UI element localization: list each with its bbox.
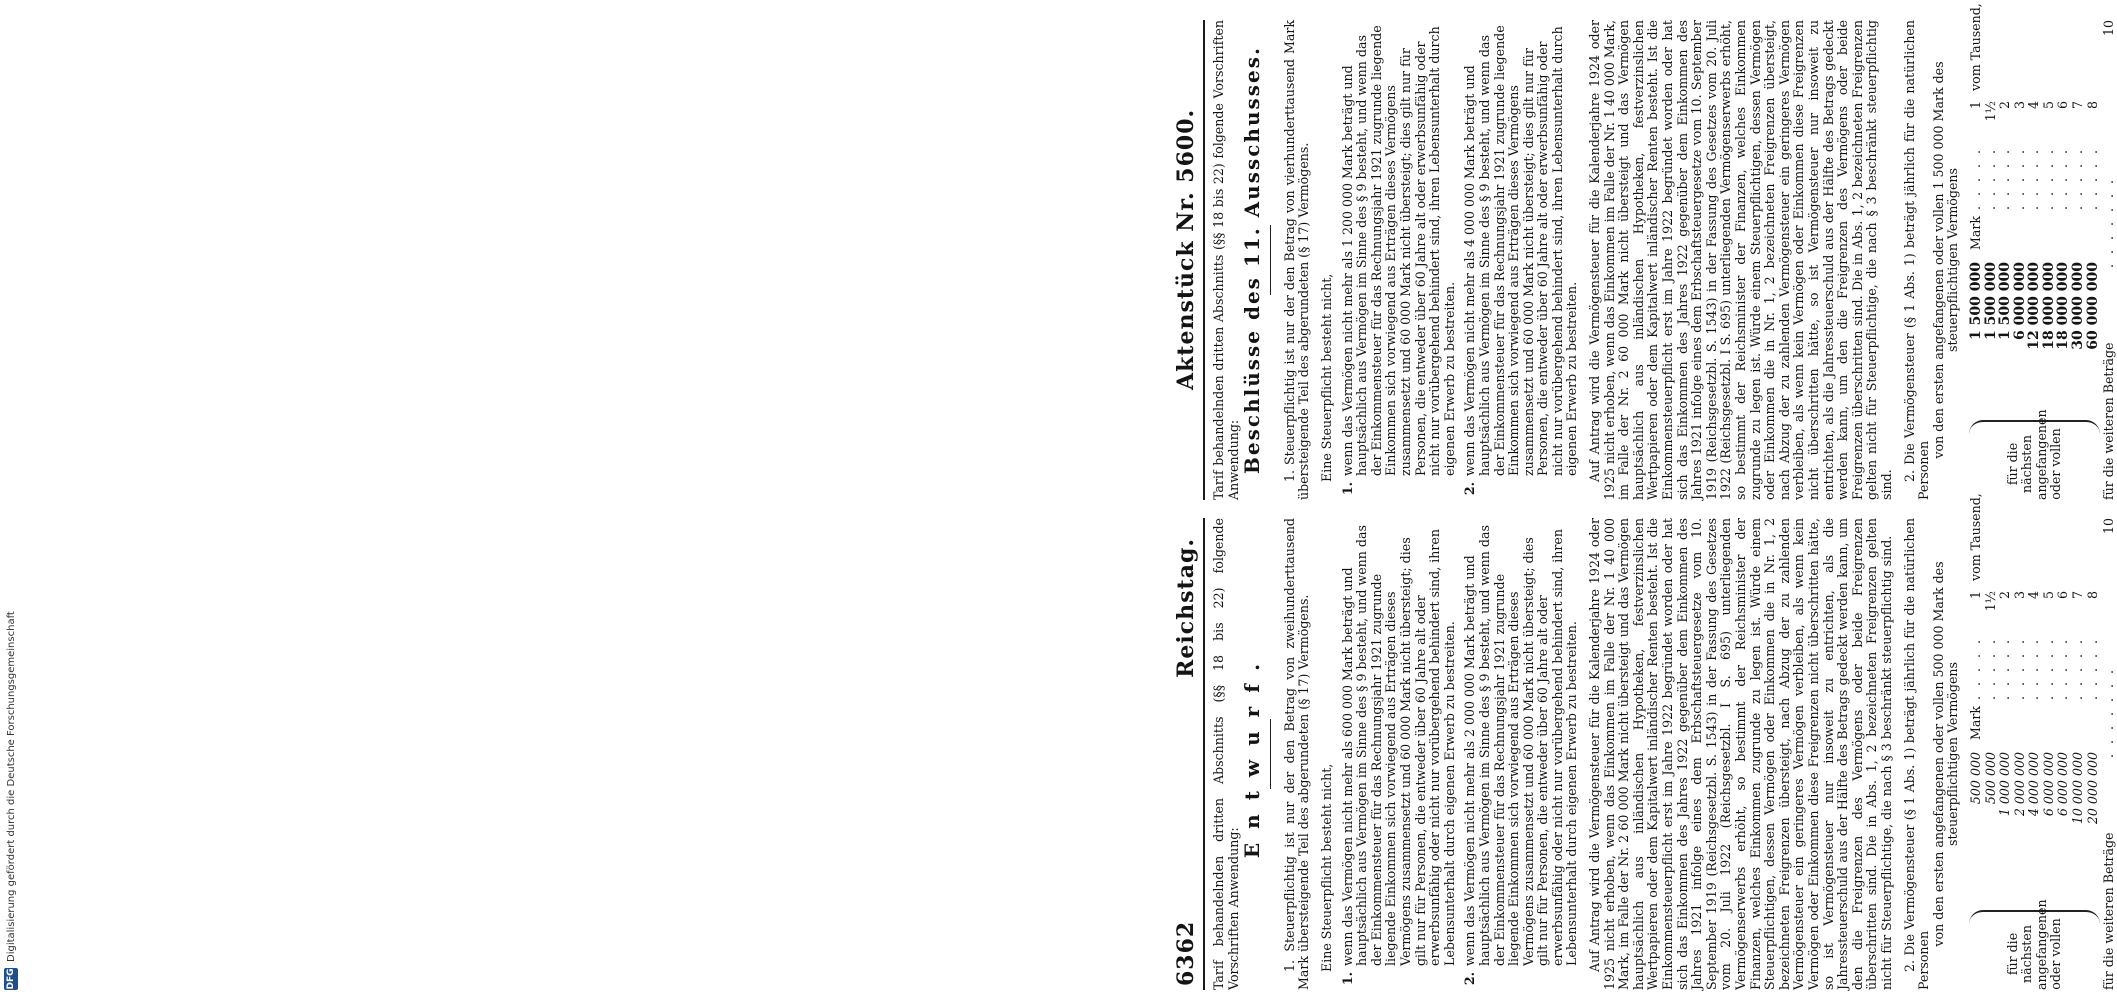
rate-last-row bbox=[2102, 518, 2117, 990]
rate-dots: . . . . . bbox=[1967, 146, 1983, 210]
rate-amount: 18 000 000 bbox=[2055, 262, 2072, 350]
rate-value-unit bbox=[1998, 0, 2013, 101]
rate-value: 1 bbox=[1967, 100, 1983, 109]
rate-amount: 60 000 000 bbox=[2084, 262, 2101, 350]
rate-dots: . . . . . bbox=[1997, 636, 2013, 700]
rate-value: 4 bbox=[2026, 100, 2042, 109]
rate-amount-unit bbox=[2056, 210, 2071, 252]
rate-dots: . . . . . bbox=[2026, 636, 2042, 700]
rate-last-label: für die weiteren Beträge bbox=[2101, 832, 2117, 990]
rate-amount-unit bbox=[2027, 700, 2042, 742]
rate-amount: 30 000 000 bbox=[2070, 262, 2087, 350]
rate-row bbox=[2071, 485, 2086, 902]
rate-value-unit bbox=[2056, 0, 2071, 101]
section-title-beschluesse: Beschlüsse des 11. Ausschusses. bbox=[1240, 46, 1265, 474]
rate-row bbox=[2042, 0, 2057, 412]
rate-amount: 6 000 000 bbox=[2055, 752, 2071, 817]
rate-value-unit bbox=[2071, 0, 2086, 101]
paragraph-4-sub: von den ersten angefangenen oder vollen 500 000 Mark des steuerpflichtigen Vermögens bbox=[1930, 561, 1961, 947]
list-item-2 bbox=[1463, 518, 1580, 990]
rate-value: 4 bbox=[2026, 590, 2042, 599]
credit-text: Digitalisierung gefördert durch die Deutsche Forschungsgemeinschaft bbox=[5, 611, 17, 962]
intro-text: Tarif behandelnden dritten Abschnitts (§§ 18 bis 22) folgende Vorschriften Anwendung: bbox=[1211, 20, 1241, 500]
rate-dots: . . . . . bbox=[2084, 146, 2100, 210]
rate-row bbox=[2056, 485, 2071, 902]
paragraph-1: 1. Steuerpflichtig ist nur der den Betrag von vierhunderttausend Mark übersteigende Teil des abgerundeten (§ 17) Vermögens. bbox=[1281, 20, 1312, 500]
rate-dots: . . . . . bbox=[2040, 636, 2056, 700]
page-number: 6362 bbox=[1173, 920, 1199, 986]
list-item-2 bbox=[1463, 20, 1580, 500]
rate-row bbox=[2027, 485, 2042, 902]
rate-amount: 1 000 000 bbox=[1997, 752, 2013, 817]
rate-amount: 6 000 000 bbox=[2040, 752, 2056, 817]
rate-amount-unit bbox=[2042, 210, 2057, 252]
rate-last-value: 10 bbox=[2101, 20, 2117, 37]
rate-amount: 2 000 000 bbox=[2011, 752, 2027, 817]
rate-amount: 500 000 bbox=[1982, 752, 1998, 805]
rate-row bbox=[1998, 485, 2013, 902]
column-beschluesse bbox=[0, 3, 2117, 500]
paragraph-2-head: Eine Steuerpflicht besteht nicht, bbox=[1318, 763, 1334, 972]
rate-value: 1½ bbox=[1982, 100, 1998, 122]
list-text: wenn das Vermögen nicht mehr als 1 200 000 Mark beträgt und hauptsächlich aus Vermögen im Sinne des § 9 besteht, und wenn das der Einkommensteuer für das Rechnungsjahr 1921 zugrunde liegende Einkommen sich vorwiegend aus Erträgen dieses Vermögens zusammensetzt und 60 000 Mark nicht übersteigt; dies gilt nur für Personen, die entweder über 60 Jahre alt oder erwerbsunfähig oder nicht nur vorübergehend behindert sind, ihren Lebensunterhalt durch eigenen Erwerb zu bestreiten. bbox=[1339, 25, 1457, 476]
rate-row bbox=[2071, 0, 2086, 412]
rate-value-unit bbox=[2013, 485, 2028, 591]
rate-amount: 20 000 000 bbox=[2084, 752, 2100, 825]
body-entwurf bbox=[1211, 493, 2117, 990]
rate-value: 3 bbox=[2011, 590, 2027, 599]
rate-value-unit bbox=[2071, 485, 2086, 591]
rate-last-row bbox=[2102, 20, 2117, 500]
title-rule bbox=[1270, 719, 1271, 789]
rate-row bbox=[2086, 485, 2101, 902]
rate-dots: . . . . . bbox=[2070, 636, 2086, 700]
rate-amount: 18 000 000 bbox=[2040, 262, 2057, 350]
rate-label: für die nächsten angefangenen oder vollen bbox=[1969, 420, 2100, 500]
rate-amount: 6 000 000 bbox=[2011, 262, 2028, 340]
rate-row bbox=[1984, 0, 1999, 412]
rate-value-unit bbox=[1984, 0, 1999, 101]
rate-amount: 1 500 000 bbox=[1967, 262, 1984, 340]
rate-value: 8 bbox=[2084, 590, 2100, 599]
running-head-right bbox=[1165, 20, 1205, 500]
rate-value-unit bbox=[1998, 485, 2013, 591]
rate-row bbox=[1984, 485, 1999, 902]
paragraph-4: 2. Die Vermögensteuer (§ 1 Abs. 1) beträgt jährlich für die natürlichen Personen bbox=[1901, 518, 1932, 990]
rate-amount-unit bbox=[2086, 700, 2101, 742]
rate-value-unit: vom Tausend, bbox=[1967, 3, 1983, 91]
rate-last-label: für die weiteren Beträge bbox=[2101, 342, 2117, 500]
paragraph-2-head: Eine Steuerpflicht besteht nicht, bbox=[1318, 273, 1334, 482]
rate-amount-unit bbox=[2071, 700, 2086, 742]
paragraph-3: Auf Antrag wird die Vermögensteuer für die Kalenderjahre 1924 oder 1925 nicht erhoben, wenn das Einkommen im Falle der Nr. 1 40 000 Mark, im Falle der Nr. 2 60 000 Mark nicht übersteigt und das Vermögen hauptsächlich aus inländischen Hypotheken, festverzinslichen Wertpapieren oder dem Kapitalwert inländischer Renten besteht. Ist die Einkommensteuerpflicht erst im Jahre 1922 begründet worden oder hat sich das Einkommen des Jahres 1922 gegenüber dem Einkommen des Jahres 1921 infolge eines dem Erbschaftsteuergesetze vom 10. September 1919 (Reichsgesetzbl. S. 1543) in der Fassung des Gesetzes vom 20. Juli 1922 (Reichsgesetzbl. I S. 695) unterliegenden Vermögenserwerbs erhöht, so bestimmt der Reichsminister der Finanzen, welches Einkommen zugrunde zu legen ist. Würde einem Steuerpflichtigen, dessen Vermögen oder Einkommen die in Nr. 1, 2 bezeichneten Freigrenzen übersteigt, nach Abzug der zu zahlenden Vermögensteuer ein geringeres Vermögen verbleiben, als wenn kein Vermögen oder Einkommen diese Freigrenzen nicht überschritten hätte, so ist Vermögensteuer nur insoweit zu entrichten, als die Jahressteuerschuld aus der Hälfte des Betrags gedeckt werden kann, um den die Freigrenzen des Vermögens oder beide Freigrenzen überschritten sind. Die in Abs. 1, 2 bezeichneten Freigrenzen gelten nicht für Steuerpflichtige, die nach § 3 beschränkt steuerpflichtig sind. bbox=[1587, 20, 1894, 500]
list-text: wenn das Vermögen nicht mehr als 600 000 Mark beträgt und hauptsächlich aus Vermögen im Sinne des § 9 besteht, und wenn das der Einkommensteuer für das Rechnungsjahr 1921 zugrunde liegende Einkommen sich vorwiegend aus Erträgen dieses Vermögens zusammensetzt und 60 000 Mark nicht übersteigt; dies gilt nur für Personen, die entweder über 60 Jahre alt oder erwerbsunfähig oder nicht nur vorübergehend behindert sind, ihren Lebensunterhalt durch eigenen Erwerb zu bestreiten. bbox=[1339, 525, 1457, 966]
rate-rows bbox=[1969, 0, 2100, 420]
list-text: wenn das Vermögen nicht mehr als 2 000 000 Mark beträgt und hauptsächlich aus Vermögen im Sinne des § 9 besteht, und wenn das der Einkommensteuer für das Rechnungsjahr 1921 zugrunde liegende Einkommen sich vorwiegend aus Erträgen dieses Vermögens zusammensetzt und 60 000 Mark nicht übersteigt; dies gilt nur für Personen, die entweder über 60 Jahre alt oder erwerbsunfähig oder nicht nur vorübergehend behindert sind, ihren Lebensunterhalt durch eigenen Erwerb zu bestreiten. bbox=[1462, 525, 1580, 966]
rate-dots: . . . . . . . bbox=[2101, 666, 2117, 758]
rate-value: 1½ bbox=[1982, 590, 1998, 612]
list-number: 1. bbox=[1339, 482, 1355, 496]
rate-value: 6 bbox=[2055, 100, 2071, 109]
rate-amount-unit: Mark bbox=[1967, 215, 1983, 250]
dfg-logo-icon: DFG bbox=[6, 968, 16, 990]
digitization-credit bbox=[0, 0, 22, 1000]
title-rule bbox=[1270, 225, 1271, 295]
list-number: 2. bbox=[1462, 972, 1478, 986]
rate-row bbox=[2013, 0, 2028, 412]
rate-dots: . . . . . bbox=[2011, 636, 2027, 700]
paragraph-3: Auf Antrag wird die Vermögensteuer für die Kalenderjahre 1924 oder 1925 nicht erhoben, wenn das Einkommen im Falle der Nr. 1 40 000 Mark, im Falle der Nr. 2 60 000 Mark nicht übersteigt und das Vermögen hauptsächlich aus inländischen Hypotheken, festverzinslichen Wertpapieren oder dem Kapitalwert inländischer Renten besteht. Ist die Einkommensteuerpflicht erst im Jahre 1922 begründet worden oder hat sich das Einkommen des Jahres 1922 gegenüber dem Einkommen des Jahres 1921 infolge eines dem Erbschaftsteuergesetze vom 10. September 1919 (Reichsgesetzbl. S. 1543) in der Fassung des Gesetzes vom 20. Juli 1922 (Reichsgesetzbl. I S. 695) unterliegenden Vermögenserwerbs erhöht, so bestimmt der Reichsminister der Finanzen, welches Einkommen zugrunde zu legen ist. Würde einem Steuerpflichtigen, dessen Vermögen oder Einkommen die in Nr. 1, 2 bezeichneten Freigrenzen übersteigt, nach Abzug der zu zahlenden Vermögensteuer ein geringeres Vermögen verbleiben, als wenn kein Vermögen oder Einkommen diese Freigrenzen nicht überschritten hätte, so ist Vermögensteuer nur insoweit zu entrichten, als die Jahressteuerschuld aus der Hälfte des Betrags gedeckt werden kann, um den die Freigrenzen des Vermögens oder beide Freigrenzen überschritten sind. Die in Abs. 1, 2 bezeichneten Freigrenzen gelten nicht für Steuerpflichtige, die nach § 3 beschränkt steuerpflichtig sind. bbox=[1587, 518, 1894, 990]
rate-dots: . . . . . bbox=[1982, 146, 1998, 210]
body-beschluesse bbox=[1211, 3, 2117, 500]
intro-text: Tarif behandelnden dritten Abschnitts (§§ 18 bis 22) folgende Vorschriften Anwendung: bbox=[1211, 518, 1241, 990]
rate-amount: 500 000 bbox=[1967, 752, 1983, 805]
running-head-aktenstueck: Aktenstück Nr. 5600. bbox=[1173, 108, 1199, 390]
rate-value: 5 bbox=[2040, 100, 2056, 109]
rate-amount-unit bbox=[1984, 210, 1999, 252]
rate-row bbox=[1969, 0, 1984, 412]
rate-row bbox=[1969, 485, 1984, 902]
rate-amount-unit bbox=[2056, 700, 2071, 742]
rate-value-unit bbox=[2086, 485, 2101, 591]
rate-dots: . . . . . . . bbox=[2101, 176, 2117, 268]
rate-row bbox=[2056, 0, 2071, 412]
rate-dots: . . . . . bbox=[2084, 636, 2100, 700]
rate-dots: . . . . . bbox=[2040, 146, 2056, 210]
rate-value: 7 bbox=[2070, 100, 2086, 109]
rate-dots: . . . . . bbox=[2070, 146, 2086, 210]
rate-row bbox=[1998, 0, 2013, 412]
rate-dots: . . . . . bbox=[1967, 636, 1983, 700]
rate-value-unit bbox=[2086, 0, 2101, 101]
rate-value: 5 bbox=[2040, 590, 2056, 599]
paragraph-4-sub: von den ersten angefangenen oder vollen 1 500 000 Mark des steuerpflichtigen Vermögens bbox=[1930, 61, 1961, 459]
rate-dots: . . . . . bbox=[1982, 636, 1998, 700]
rate-value-unit bbox=[2027, 485, 2042, 591]
rate-table bbox=[1967, 493, 2100, 990]
rate-value: 1 bbox=[1967, 590, 1983, 599]
rate-dots: . . . . . bbox=[2011, 146, 2027, 210]
rate-amount: 1 500 000 bbox=[1982, 262, 1999, 340]
rate-amount: 1 500 000 bbox=[1997, 262, 2014, 340]
rate-table bbox=[1967, 3, 2101, 500]
rate-last-value: 10 bbox=[2101, 518, 2117, 535]
list-text: wenn das Vermögen nicht mehr als 4 000 000 Mark beträgt und hauptsächlich aus Vermögen im Sinne des § 9 besteht, und wenn das der Einkommensteuer für das Rechnungsjahr 1921 zugrunde liegende Einkommen sich vorwiegend aus Erträgen dieses Vermögens zusammensetzt und 60 000 Mark nicht übersteigt; dies gilt nur für Personen, die entweder über 60 Jahre alt oder erwerbsunfähig oder nicht nur vorübergehend behindert sind, ihren Lebensunterhalt durch eigenen Erwerb zu bestreiten. bbox=[1462, 25, 1580, 476]
rate-amount-unit bbox=[2013, 210, 2028, 252]
running-head-left bbox=[1165, 518, 1205, 990]
paragraph-1: 1. Steuerpflichtig ist nur der den Betrag von zweihunderttausend Mark übersteigende Teil des abgerundeten (§ 17) Vermögens. bbox=[1281, 518, 1312, 990]
section-title-entwurf: Entwurf. bbox=[1240, 649, 1265, 859]
rate-rows bbox=[1969, 485, 2100, 910]
rate-label: für die nächsten angefangenen oder vollen bbox=[1969, 910, 2100, 990]
rate-value: 8 bbox=[2084, 100, 2100, 109]
rate-amount: 12 000 000 bbox=[2026, 262, 2043, 350]
rate-value-unit bbox=[2013, 0, 2028, 101]
rate-amount-unit bbox=[2042, 700, 2057, 742]
rate-amount-unit bbox=[1998, 700, 2013, 742]
rate-value-unit: vom Tausend, bbox=[1967, 493, 1983, 581]
rate-value-unit bbox=[2056, 485, 2071, 591]
rate-amount-unit bbox=[2027, 210, 2042, 252]
rate-row bbox=[2086, 0, 2101, 412]
rate-value: 7 bbox=[2070, 590, 2086, 599]
list-item-1 bbox=[1341, 20, 1458, 500]
paragraph-4: 2. Die Vermögensteuer (§ 1 Abs. 1) beträgt jährlich für die natürlichen Personen bbox=[1901, 20, 1932, 500]
list-number: 1. bbox=[1339, 972, 1355, 986]
rate-amount-unit bbox=[2086, 210, 2101, 252]
rate-value: 3 bbox=[2011, 100, 2027, 109]
rate-value: 2 bbox=[1997, 100, 2013, 109]
rate-amount-unit bbox=[2013, 700, 2028, 742]
rate-amount-unit bbox=[2071, 210, 2086, 252]
rate-row bbox=[2027, 0, 2042, 412]
rate-dots: . . . . . bbox=[2026, 146, 2042, 210]
rate-row bbox=[2013, 485, 2028, 902]
rate-amount-unit: Mark bbox=[1967, 705, 1983, 740]
rate-amount: 10 000 000 bbox=[2070, 752, 2086, 825]
rate-value: 2 bbox=[1997, 590, 2013, 599]
rate-value-unit bbox=[2027, 0, 2042, 101]
rate-amount-unit bbox=[1984, 700, 1999, 742]
list-item-1 bbox=[1341, 518, 1458, 990]
rate-value-unit bbox=[1984, 485, 1999, 591]
rate-value-unit bbox=[2042, 0, 2057, 101]
rate-amount: 4 000 000 bbox=[2026, 752, 2042, 817]
rate-dots: . . . . . bbox=[2055, 146, 2071, 210]
rate-row bbox=[2042, 485, 2057, 902]
rate-value: 6 bbox=[2055, 590, 2071, 599]
rate-value-unit bbox=[2042, 485, 2057, 591]
rate-amount-unit bbox=[1998, 210, 2013, 252]
running-head-reichstag: Reichstag. bbox=[1173, 538, 1199, 678]
rate-dots: . . . . . bbox=[1997, 146, 2013, 210]
rate-dots: . . . . . bbox=[2055, 636, 2071, 700]
list-number: 2. bbox=[1462, 482, 1478, 496]
column-entwurf bbox=[0, 493, 2117, 990]
